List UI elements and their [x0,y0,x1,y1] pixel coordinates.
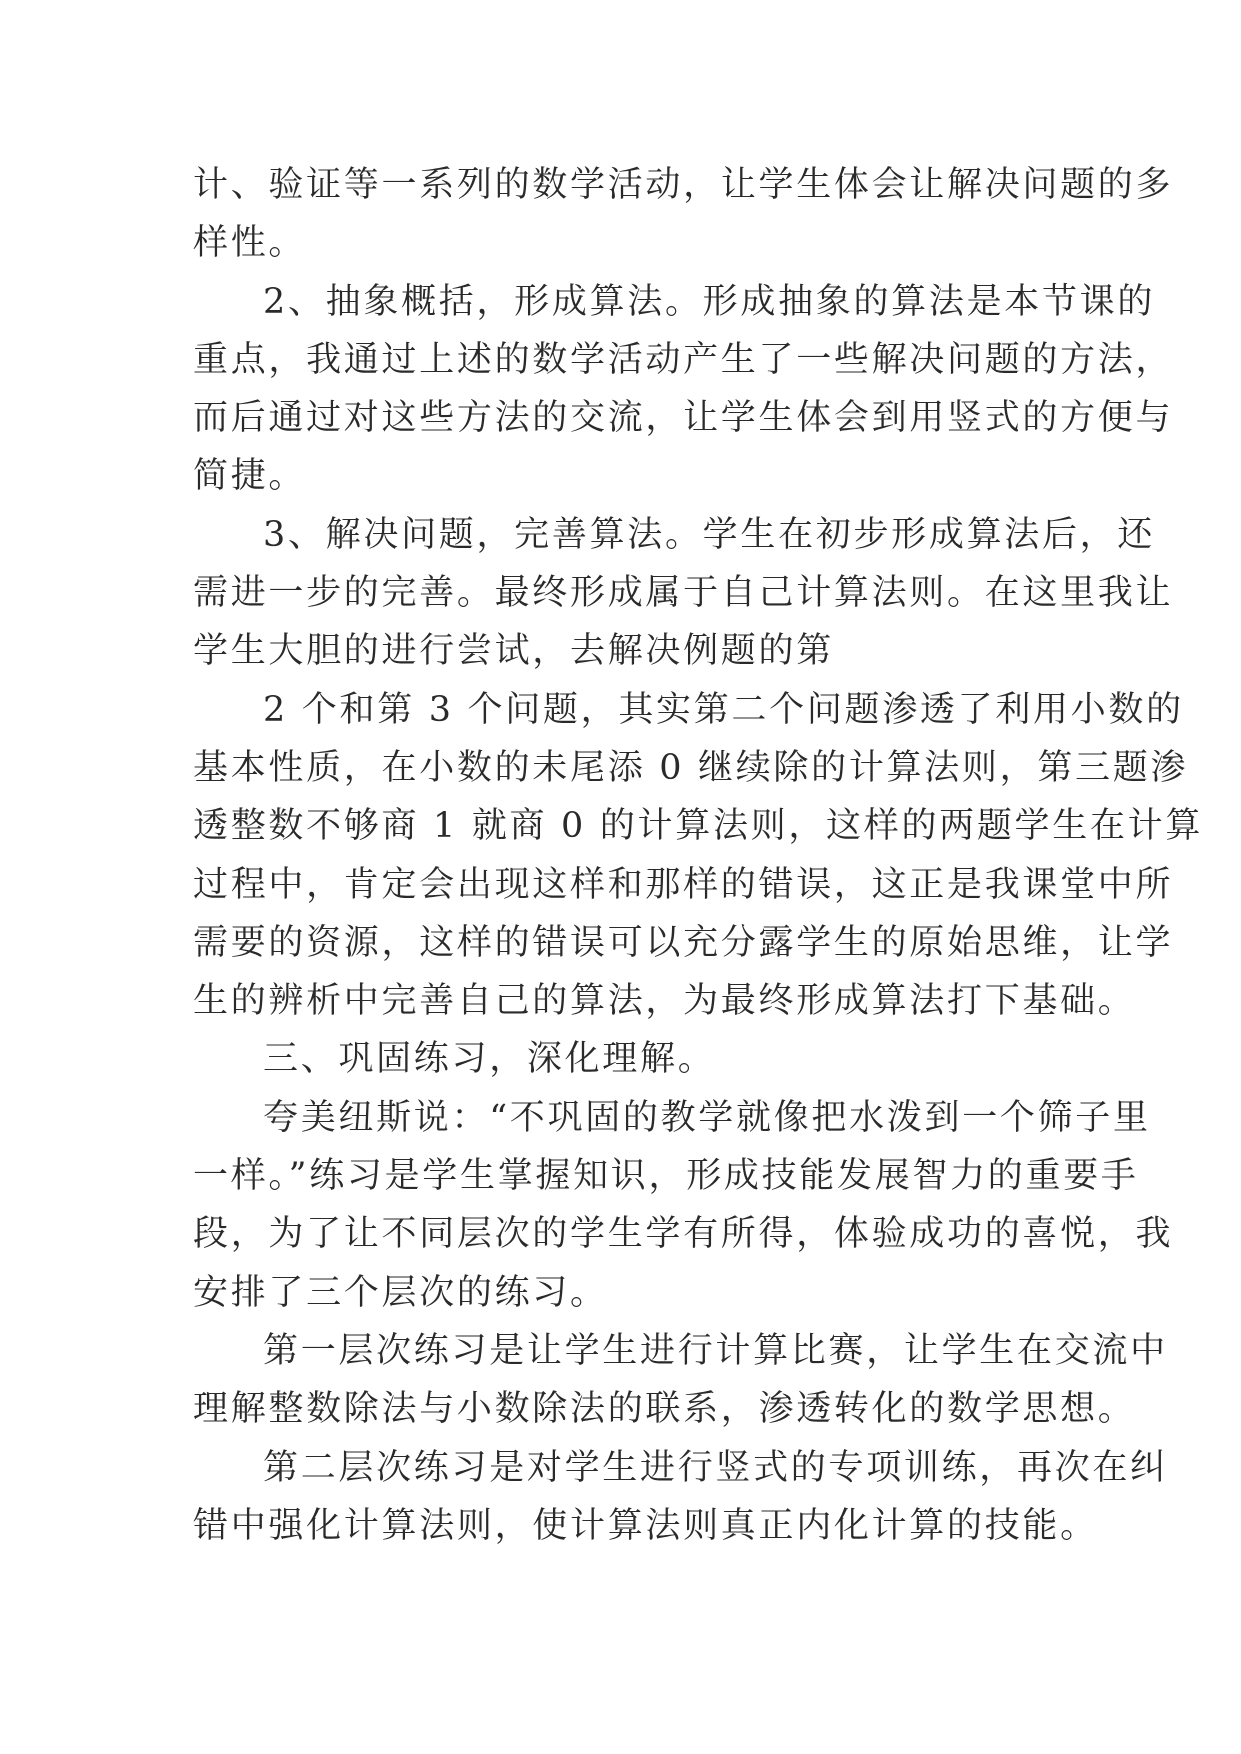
text-line: 生的辨析中完善自己的算法，为最终形成算法打下基础。 [193,981,1136,1022]
text-line: 而后通过对这些方法的交流，让学生体会到用竖式的方便与 [193,398,1174,439]
text-line: 计、验证等一系列的数学活动，让学生体会让解决问题的多 [193,165,1174,205]
text-line: 简捷。 [193,456,307,497]
paragraph-start-line: 2、抽象概括，形成算法。形成抽象的算法是本节课的 [263,281,1156,322]
text-line: 需进一步的完善。最终形成属于自己计算法则。在这里我让 [193,573,1174,614]
text-line: 一样。”练习是学生掌握知识，形成技能发展智力的重要手 [193,1156,1139,1197]
text-line: 需要的资源，这样的错误可以充分露学生的原始思维，让学 [193,922,1174,963]
paragraph-start-line: 夸美纽斯说：“不巩固的教学就像把水泼到一个筛子里 [263,1097,1151,1138]
text-line: 安排了三个层次的练习。 [193,1272,608,1313]
section-heading: 三、巩固练习，深化理解。 [263,1039,716,1080]
text-line: 错中强化计算法则，使计算法则真正内化计算的技能。 [193,1505,1098,1546]
paragraph-start-line: 3、解决问题，完善算法。学生在初步形成算法后，还 [263,514,1156,555]
document-body [193,156,1204,1555]
text-line: 理解整数除法与小数除法的联系，渗透转化的数学思想。 [193,1389,1136,1430]
paragraph-start-line: 第一层次练习是让学生进行计算比赛，让学生在交流中 [263,1330,1168,1371]
text-line: 学生大胆的进行尝试，去解决例题的第 [193,631,834,672]
text-line: 样性。 [193,223,307,264]
text-line: 过程中，肯定会出现这样和那样的错误，这正是我课堂中所 [193,864,1174,905]
paragraph-start-line: 第二层次练习是对学生进行竖式的专项训练，再次在纠 [263,1447,1168,1488]
text-line: 重点，我通过上述的数学活动产生了一些解决问题的方法， [193,339,1174,380]
text-line: 基本性质，在小数的未尾添 0 继续除的计算法则，第三题渗 [193,747,1189,788]
text-line: 透整数不够商 1 就商 0 的计算法则，这样的两题学生在计算 [193,806,1204,847]
text-line: 段，为了让不同层次的学生学有所得，体验成功的喜悦，我 [193,1214,1174,1255]
paragraph-start-line: 2 个和第 3 个问题，其实第二个问题渗透了利用小数的 [263,689,1184,730]
